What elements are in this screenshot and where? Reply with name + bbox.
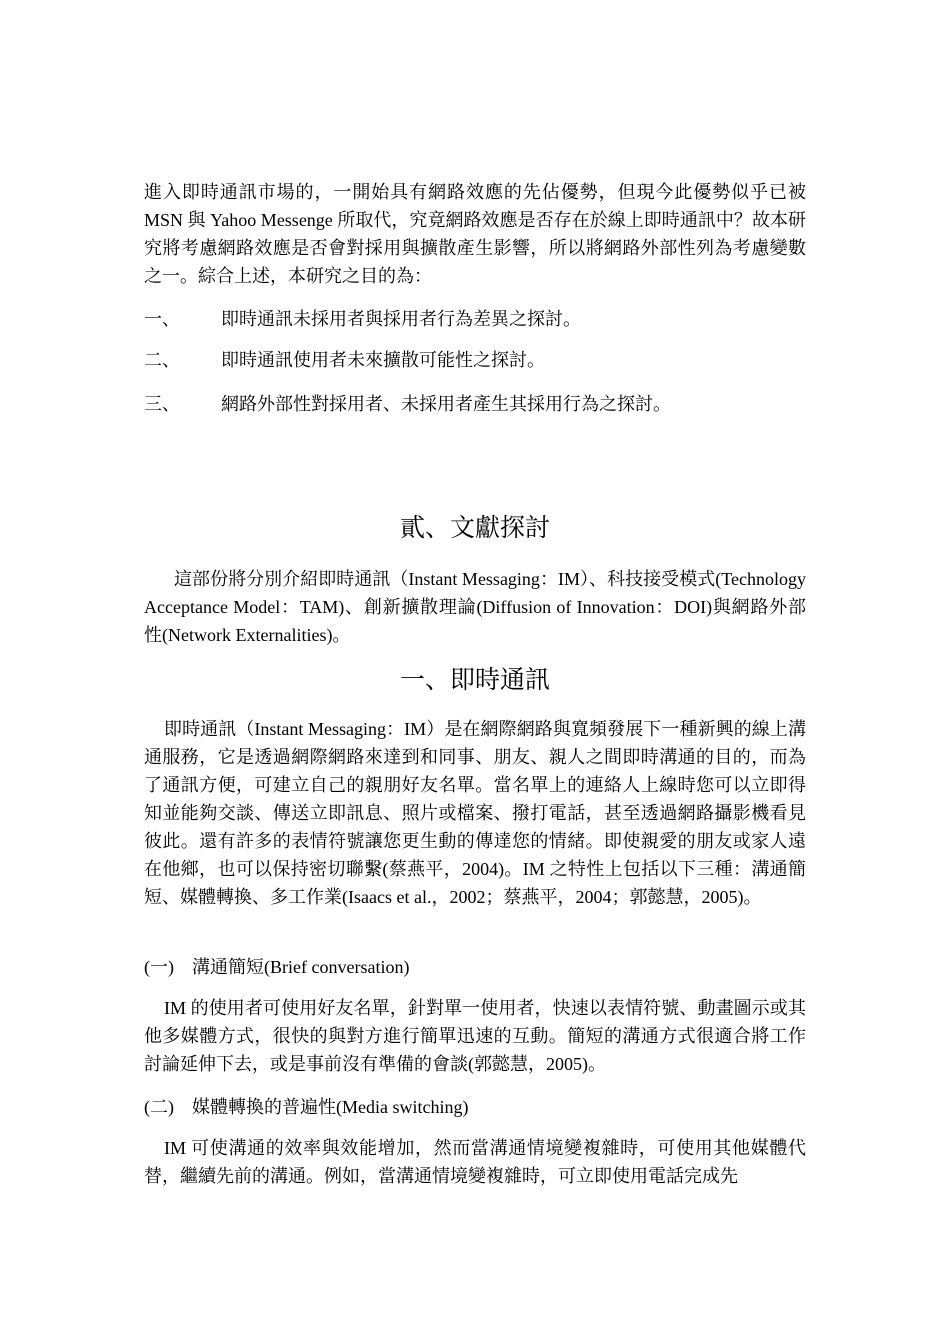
objective-item	[144, 390, 806, 418]
objective-text: 即時通訊未採用者與採用者行為差異之探討。	[221, 309, 581, 329]
section-intro-paragraph: 這部份將分別介紹即時通訊（Instant Messaging：IM）、科技接受模式(Technology Acceptance Model：TAM)、創新擴散理論(Diffusion of Innovation：DOI)與網路外部性(Network Externalities)。	[144, 569, 806, 645]
feature-title: 溝通簡短(Brief conversation)	[192, 957, 410, 977]
objective-number: 三、	[144, 394, 180, 414]
section-title: 貳、文獻探討	[399, 515, 550, 542]
objective-text: 網路外部性對採用者、未採用者產生其採用行為之探討。	[221, 394, 671, 414]
feature-number: (一)	[144, 957, 174, 977]
subsection-title: 一、即時通訊	[399, 667, 550, 694]
im-paragraph: 即時通訊（Instant Messaging：IM）是在網際網路與寬頻發展下一種新興的線上溝通服務，它是透過網際網路來達到和同事、朋友、親人之間即時溝通的目的，而為了通訊方便，可建立自己的親朋好友名單。當名單上的連絡人上線時您可以立即得知並能夠交談、傳送立即訊息、照片或檔案、撥打電話，甚至透過網路攝影機看見彼此。還有許多的表情符號讓您更生動的傳達您的情緒。即使親愛的朋友或家人遠在他鄉，也可以保持密切聯繫(蔡燕平，2004)。IM 之特性上包括以下三種：溝通簡短、媒體轉換、多工作業(Isaacs et al.，2002；蔡燕平，2004；郭懿慧，2005)。	[144, 719, 806, 907]
feature-title: 媒體轉換的普遍性(Media switching)	[192, 1097, 469, 1117]
intro-paragraph: 進入即時通訊市場的，一開始具有網路效應的先佔優勢，但現今此優勢似乎已被 MSN 與 Yahoo Messenge 所取代，究竟網路效應是否存在於線上即時通訊中？故本研究將考慮網路效應是否會對採用與擴散產生影響，所以將網路外部性列為考慮變數之一。綜合上述，本研究之目的為：	[144, 182, 806, 286]
objective-text: 即時通訊使用者未來擴散可能性之探討。	[221, 350, 545, 370]
objective-item	[144, 346, 806, 374]
feature-heading	[144, 1093, 806, 1121]
objective-item	[144, 305, 806, 333]
feature-body: IM 的使用者可使用好友名單，針對單一使用者，快速以表情符號、動畫圖示或其他多媒體方式，很快的與對方進行簡單迅速的互動。簡短的溝通方式很適合將工作討論延伸下去，或是事前沒有準備的會談(郭懿慧，2005)。	[144, 998, 806, 1074]
feature-heading	[144, 953, 806, 981]
objective-number: 二、	[144, 350, 180, 370]
feature-body: IM 可使溝通的效率與效能增加，然而當溝通情境變複雜時，可使用其他媒體代替，繼續先前的溝通。例如，當溝通情境變複雜時，可立即使用電話完成先	[144, 1138, 806, 1186]
feature-number: (二)	[144, 1097, 174, 1117]
objective-number: 一、	[144, 309, 180, 329]
